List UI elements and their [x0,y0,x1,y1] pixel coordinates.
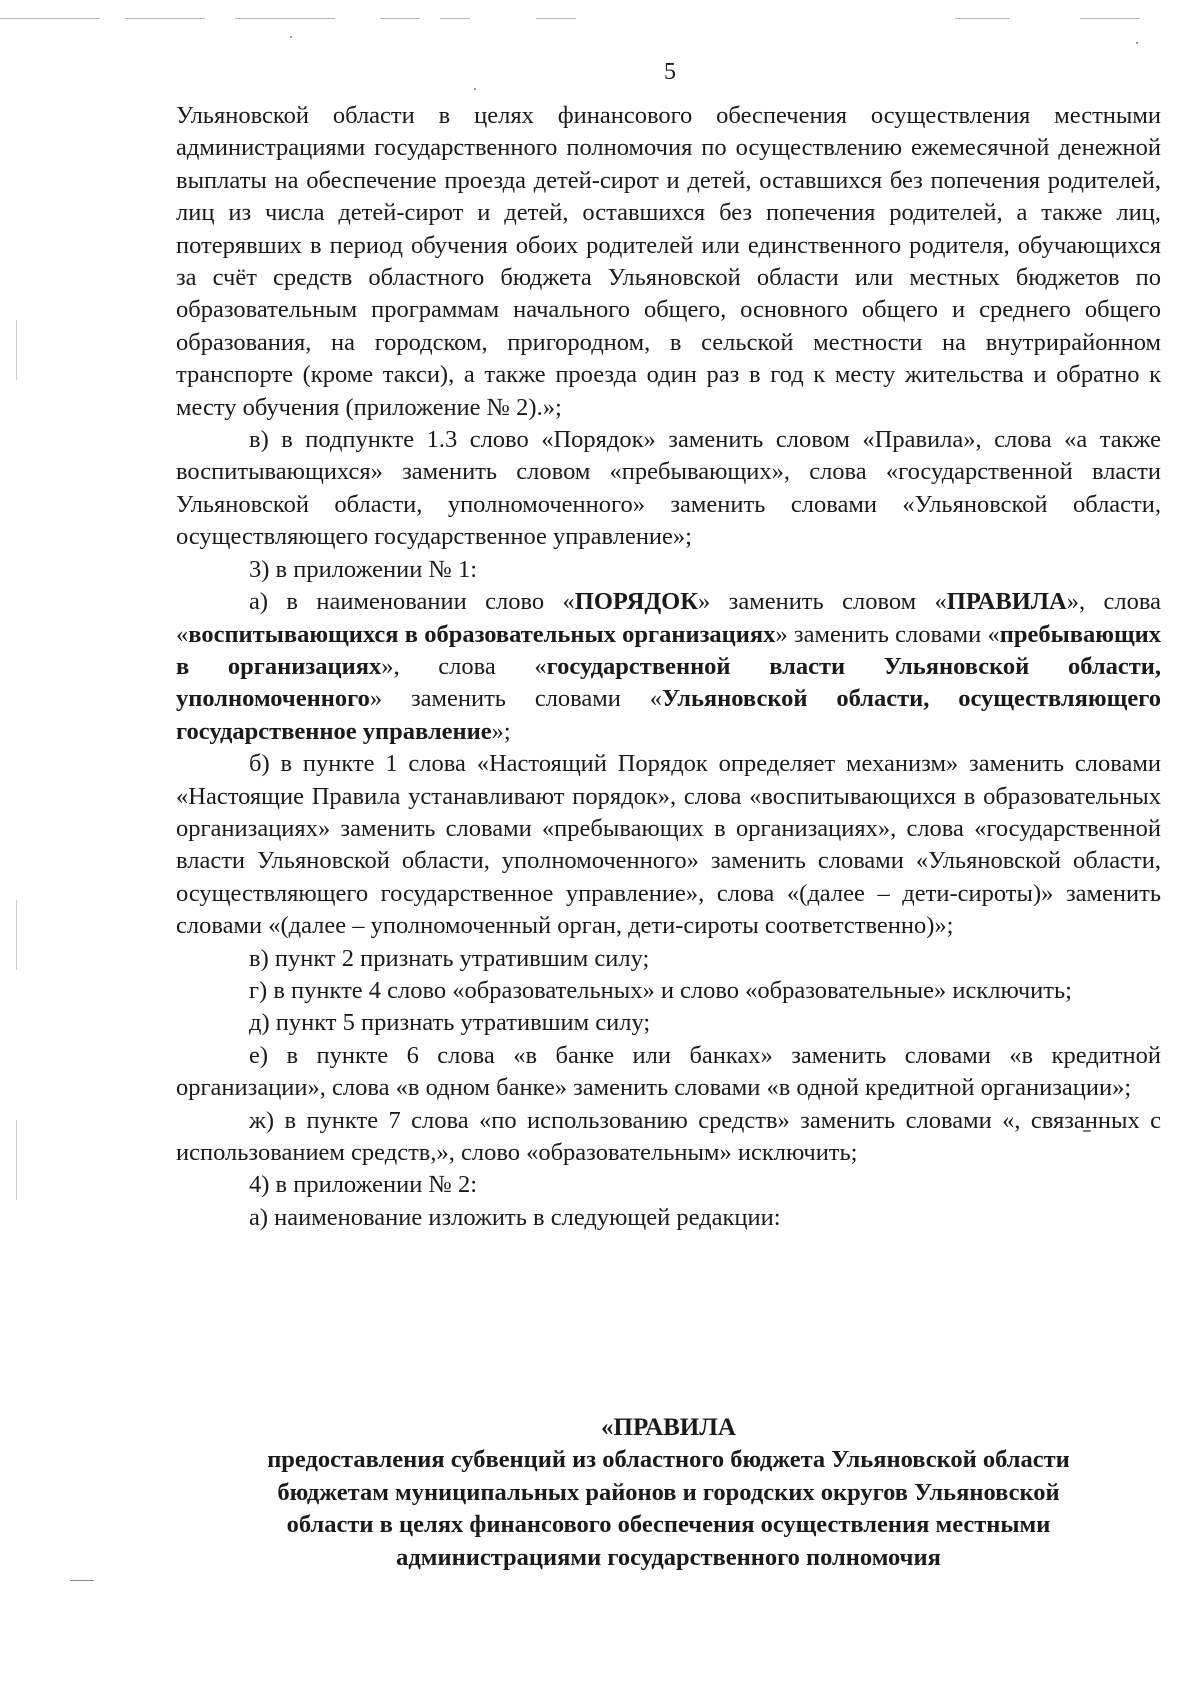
paragraph-continuation: Ульяновской области в целях финансового обеспечения осуществления местными администрациями государственного полномочия по осуществлению ежемесячной денежной выплаты на обеспечение проезда детей-сирот и детей, оставшихся без попечения родителей, лиц из числа детей-сирот и детей, оставшихся без попечения родителей, а также лиц, потерявших в период обучения обоих родителей или единственного родителя, обучающихся за счёт средств областного бюджета Ульяновской области или местных бюджетов по образовательным программам начального общего, основного общего и среднего общего образования, на городском, пригородном, в сельской местности на внутрирайонном транспорте (кроме такси), а также проезда один раз в год к месту жительства и обратно к месту обучения (приложение № 2).»; [176,102,1161,421]
bold-fragment: государственной власти Ульяновской области, уполномоченного [176,652,1161,713]
paragraph-item-b: б) в пункте 1 слова «Настоящий Порядок определяет механизм» заменить словами «Настоящие Правила устанавливают порядок», слова «воспитывающихся в образовательных организациях» заменить словами «пребывающих в организациях», слова «государственной власти Ульяновской области, уполномоченного» заменить словами «Ульяновской области, осуществляющего государственное управление», слова «(далее – дети-сироты)» заменить словами «(далее – уполномоченный орган, дети-сироты соответственно)»; [176,750,1161,940]
scan-edge-line [0,18,100,19]
bold-fragment: ПРАВИЛА [946,588,1067,616]
scan-speck [1136,42,1138,44]
scan-edge-line [1080,18,1140,19]
scan-edge-line [125,18,205,19]
title-line: администрациями государственного полномочия [396,1543,941,1571]
scan-side-line [16,900,17,970]
paragraph-item-v: в) в подпункте 1.3 слово «Порядок» заменить словом «Правила», слова «а также воспитывающихся» заменить словом «пребывающих», слова «государственной власти Ульяновской области, уполномоченного» заменить словами «Ульяновской области, осуществляющего государственное управление»; [176,426,1161,551]
scan-edge-line [955,18,1010,19]
page-number: 5 [664,59,676,85]
scan-edge-line [536,18,576,19]
scan-speck [474,88,476,90]
scan-speck [290,36,292,38]
bold-fragment: ПОРЯДОК [574,588,698,616]
text-fragment: » заменить словами « [369,685,662,713]
text-fragment: »; [491,717,511,745]
paragraph-appendix-1: 3) в приложении № 1: [249,555,478,583]
title-line: бюджетам муниципальных районов и городских округов Ульяновской [277,1478,1060,1506]
paragraph-appendix-2: 4) в приложении № 2: [249,1171,478,1199]
scan-edge-line [70,1580,94,1581]
paragraph-item-e: е) в пункте 6 слова «в банке или банках» заменить словами «в кредитной организации», слова «в одном банке» заменить словами «в одной кредитной организации»; [176,1041,1161,1102]
document-body [176,100,1161,1234]
bold-fragment: пребывающих в организациях [176,620,1161,680]
paragraph-item-v2: в) пункт 2 признать утратившим силу; [249,944,650,972]
title-line: предоставления субвенций из областного бюджета Ульяновской области [267,1446,1070,1474]
scan-side-line [16,1120,17,1200]
title-line: области в целях финансового обеспечения осуществления местными [286,1511,1051,1539]
paragraph-item-a-appendix-2: а) наименование изложить в следующей редакции: [249,1203,781,1231]
title-heading: «ПРАВИЛА [601,1414,736,1441]
paragraph-item-a-appendix-1 [176,586,1161,748]
scan-edge-line [235,18,335,19]
text-fragment: » заменить словом « [698,588,947,616]
text-fragment: », слова « [381,652,547,680]
scan-edge-line [380,18,420,19]
scan-side-line [16,320,17,380]
rules-title [176,1412,1161,1574]
paragraph-item-d: д) пункт 5 признать утратившим силу; [249,1009,651,1037]
scan-edge-line [440,18,470,19]
paragraph-item-g: г) в пункте 4 слово «образовательных» и слово «образовательные» исключить; [249,976,1072,1004]
text-fragment: » заменить словами « [775,620,1000,648]
text-fragment: а) в наименовании слово « [249,588,575,616]
bold-fragment: Ульяновской области, осуществляющего государственное управление [176,685,1161,745]
bold-fragment: воспитывающихся в образовательных организациях [188,620,776,648]
paragraph-item-zh: ж) в пункте 7 слова «по использованию средств» заменить словами «, связанных с использованием средств,», слово «образовательным» исключить; [176,1106,1161,1166]
text-fragment: », слова « [176,588,1161,648]
